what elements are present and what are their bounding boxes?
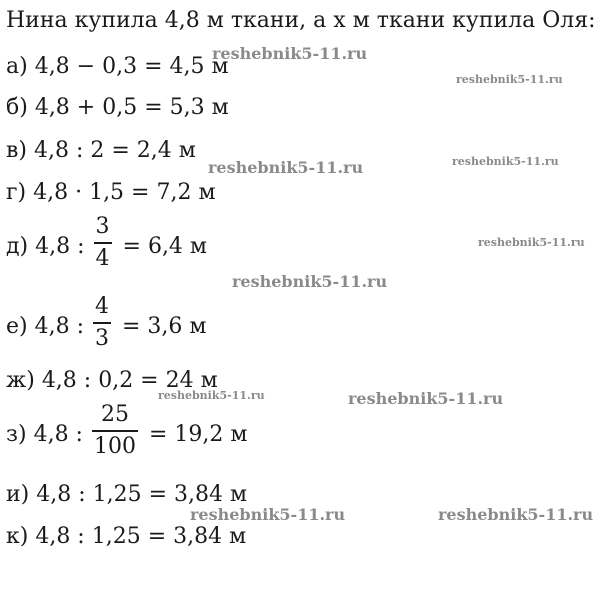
line-z-suffix: = 19,2 м xyxy=(148,422,248,447)
line-v: в) 4,8 : 2 = 2,4 м xyxy=(6,138,196,163)
watermark: reshebnik5-11.ru xyxy=(232,272,388,291)
line-zh: ж) 4,8 : 0,2 = 24 м xyxy=(6,368,218,393)
fraction-numerator: 4 xyxy=(95,294,109,319)
line-e-suffix: = 3,6 м xyxy=(122,314,207,339)
title-line: Нина купила 4,8 м ткани, а x м ткани купила Оля: xyxy=(6,8,596,33)
watermark: reshebnik5-11.ru xyxy=(438,505,594,524)
watermark: reshebnik5-11.ru xyxy=(212,44,368,63)
fraction-3-4 xyxy=(94,214,112,272)
watermark: reshebnik5-11.ru xyxy=(208,158,364,177)
fraction-numerator: 25 xyxy=(100,402,129,427)
watermark: reshebnik5-11.ru xyxy=(456,73,563,86)
line-d-suffix: = 6,4 м xyxy=(122,234,208,259)
line-e-prefix: е) 4,8 : xyxy=(6,314,84,339)
watermark: reshebnik5-11.ru xyxy=(348,389,504,408)
watermark: reshebnik5-11.ru xyxy=(158,389,265,402)
line-d-prefix: д) 4,8 : xyxy=(6,234,85,259)
line-i: и) 4,8 : 1,25 = 3,84 м xyxy=(6,482,248,507)
line-e xyxy=(6,294,207,356)
line-z-prefix: з) 4,8 : xyxy=(6,422,83,447)
fraction-25-100 xyxy=(92,402,138,460)
fraction-denominator: 4 xyxy=(95,246,110,271)
fraction-denominator: 3 xyxy=(95,326,109,351)
line-d xyxy=(6,214,208,276)
fraction-bar xyxy=(94,242,112,244)
watermark: reshebnik5-11.ru xyxy=(452,155,559,168)
fraction-4-3 xyxy=(93,294,111,352)
fraction-numerator: 3 xyxy=(95,214,110,239)
fraction-denominator: 100 xyxy=(93,434,136,459)
watermark: reshebnik5-11.ru xyxy=(478,236,585,249)
line-g: г) 4,8 · 1,5 = 7,2 м xyxy=(6,180,216,205)
line-k: к) 4,8 : 1,25 = 3,84 м xyxy=(6,524,247,549)
fraction-bar xyxy=(92,430,138,432)
line-a: а) 4,8 − 0,3 = 4,5 м xyxy=(6,54,229,79)
line-b: б) 4,8 + 0,5 = 5,3 м xyxy=(6,95,229,120)
fraction-bar xyxy=(93,322,111,324)
watermark: reshebnik5-11.ru xyxy=(190,505,346,524)
line-z xyxy=(6,402,248,464)
